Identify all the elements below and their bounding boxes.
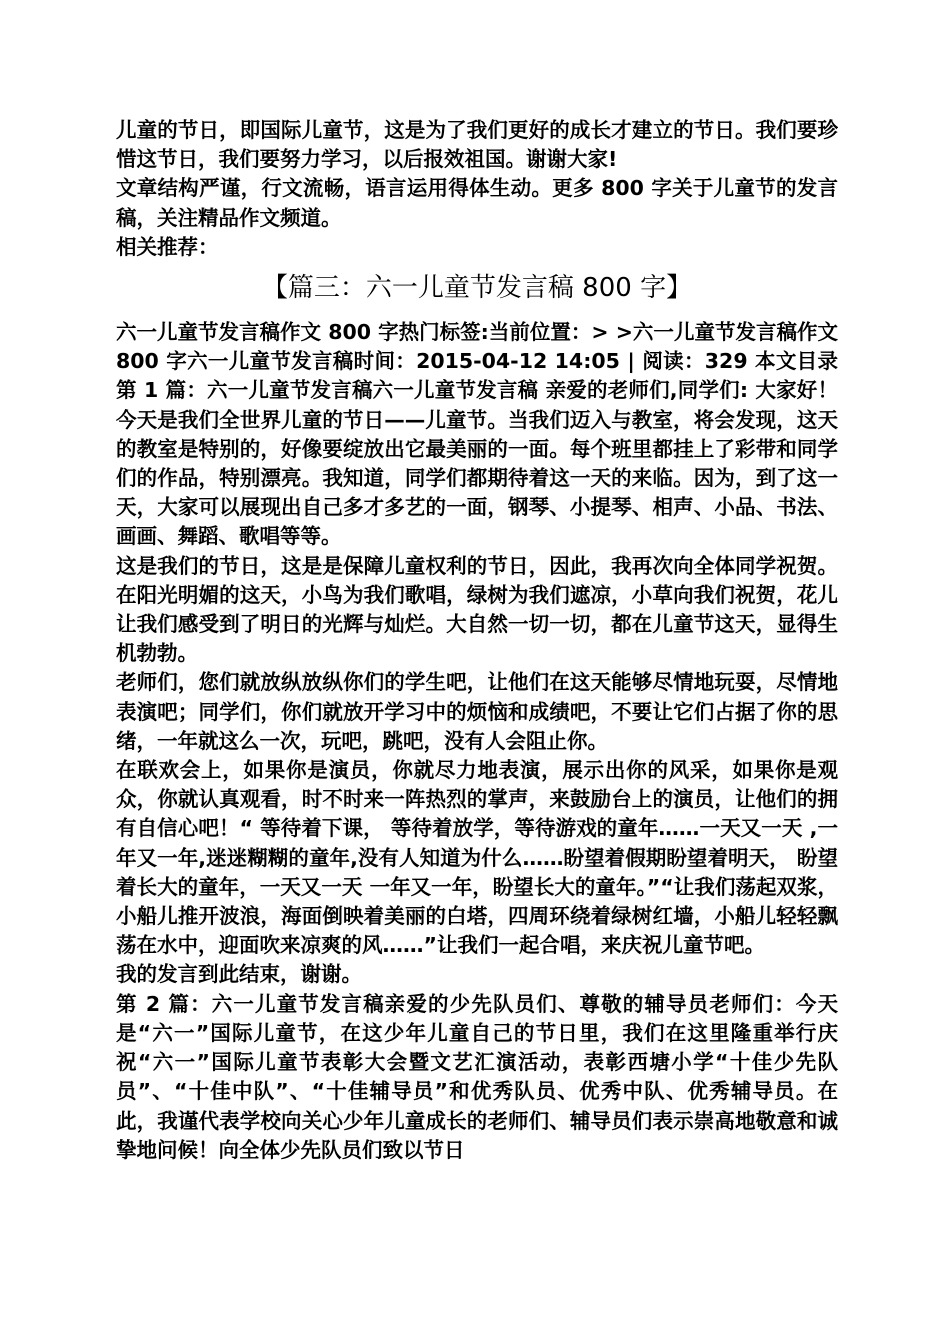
- intro-paragraph-1: 儿童的节日，即国际儿童节，这是为了我们更好的成长才建立的节日。我们要珍惜这节日，我们要努力学习，以后报效祖国。谢谢大家!: [116, 118, 838, 172]
- body-paragraph-4: 在联欢会上，如果你是演员，你就尽力地表演，展示出你的风采，如果你是观众，你就认真观看，时不时来一阵热烈的掌声，来鼓励台上的演员，让他们的拥有自信心吧！“ 等待着下课， 等待着放学，等待游戏的童年……一天又一天 ,一年又一年,迷迷糊糊的童年,没有人知道为什么……盼望着假期盼望着明天， 盼望着长大的童年，一天又一天 一年又一年，盼望长大的童年。”“让我们荡起双浆，小船儿推开波浪，海面倒映着美丽的白塔，四周环绕着绿树红墙，小船儿轻轻飘荡在水中，迎面吹来凉爽的风……”让我们一起合唱，来庆祝儿童节吧。: [116, 758, 838, 958]
- body-paragraph-5: 我的发言到此结束，谢谢。: [116, 962, 362, 987]
- body-paragraph-6: 第 2 篇：六一儿童节发言稿亲爱的少先队员们、尊敬的辅导员老师们：今天是“六一”国际儿童节，在这少年儿童自己的节日里，我们在这里隆重举行庆祝“六一”国际儿童节表彰大会暨文艺汇演活动，表彰西塘小学“十佳少先队员”、“十佳中队”、“十佳辅导员”和优秀队员、优秀中队、优秀辅导员。在此，我谨代表学校向关心少年儿童成长的老师们、辅导员们表示崇高地敬意和诚挚地问候！向全体少先队员们致以节日: [116, 991, 838, 1162]
- related-label: 相关推荐：: [116, 234, 219, 259]
- document-page: [116, 116, 838, 1165]
- body-paragraph-2: 这是我们的节日，这是是保障儿童权利的节日，因此，我再次向全体同学祝贺。在阳光明媚的这天，小鸟为我们歌唱，绿树为我们遮凉，小草向我们祝贺，花儿让我们感受到了明日的光辉与灿烂。大自然一切一切，都在儿童节这天，显得生机勃勃。: [116, 553, 838, 666]
- body-paragraph-3: 老师们，您们就放纵放纵你们的学生吧，让他们在这天能够尽情地玩耍，尽情地表演吧；同学们，你们就放开学习中的烦恼和成绩吧，不要让它们占据了你的思绪，一年就这么一次，玩吧，跳吧，没有人会阻止你。: [116, 670, 838, 753]
- intro-paragraph-2: 文章结构严谨，行文流畅，语言运用得体生动。更多 800 字关于儿童节的发言稿，关注精品作文频道。: [116, 176, 838, 230]
- body-paragraph-1: 六一儿童节发言稿作文 800 字热门标签:当前位置：> >六一儿童节发言稿作文 800 字六一儿童节发言稿时间：2015-04-12 14:05 | 阅读：329 本文目录第 1 篇：六一儿童节发言稿六一儿童节发言稿 亲爱的老师们,同学们: 大家好！今天是我们全世界儿童的节日——儿童节。当我们迈入与教室，将会发现，这天的教室是特别的，好像要绽放出它最美丽的一面。每个班里都挂上了彩带和同学们的作品，特别漂亮。我知道，同学们都期待着这一天的来临。因为，到了这一天，大家可以展现出自己多才多艺的一面，钢琴、小提琴、相声、小品、书法、画画、舞蹈、歌唱等等。: [116, 320, 838, 549]
- section-heading: 【篇三：六一儿童节发言稿 800 字】: [261, 273, 693, 304]
